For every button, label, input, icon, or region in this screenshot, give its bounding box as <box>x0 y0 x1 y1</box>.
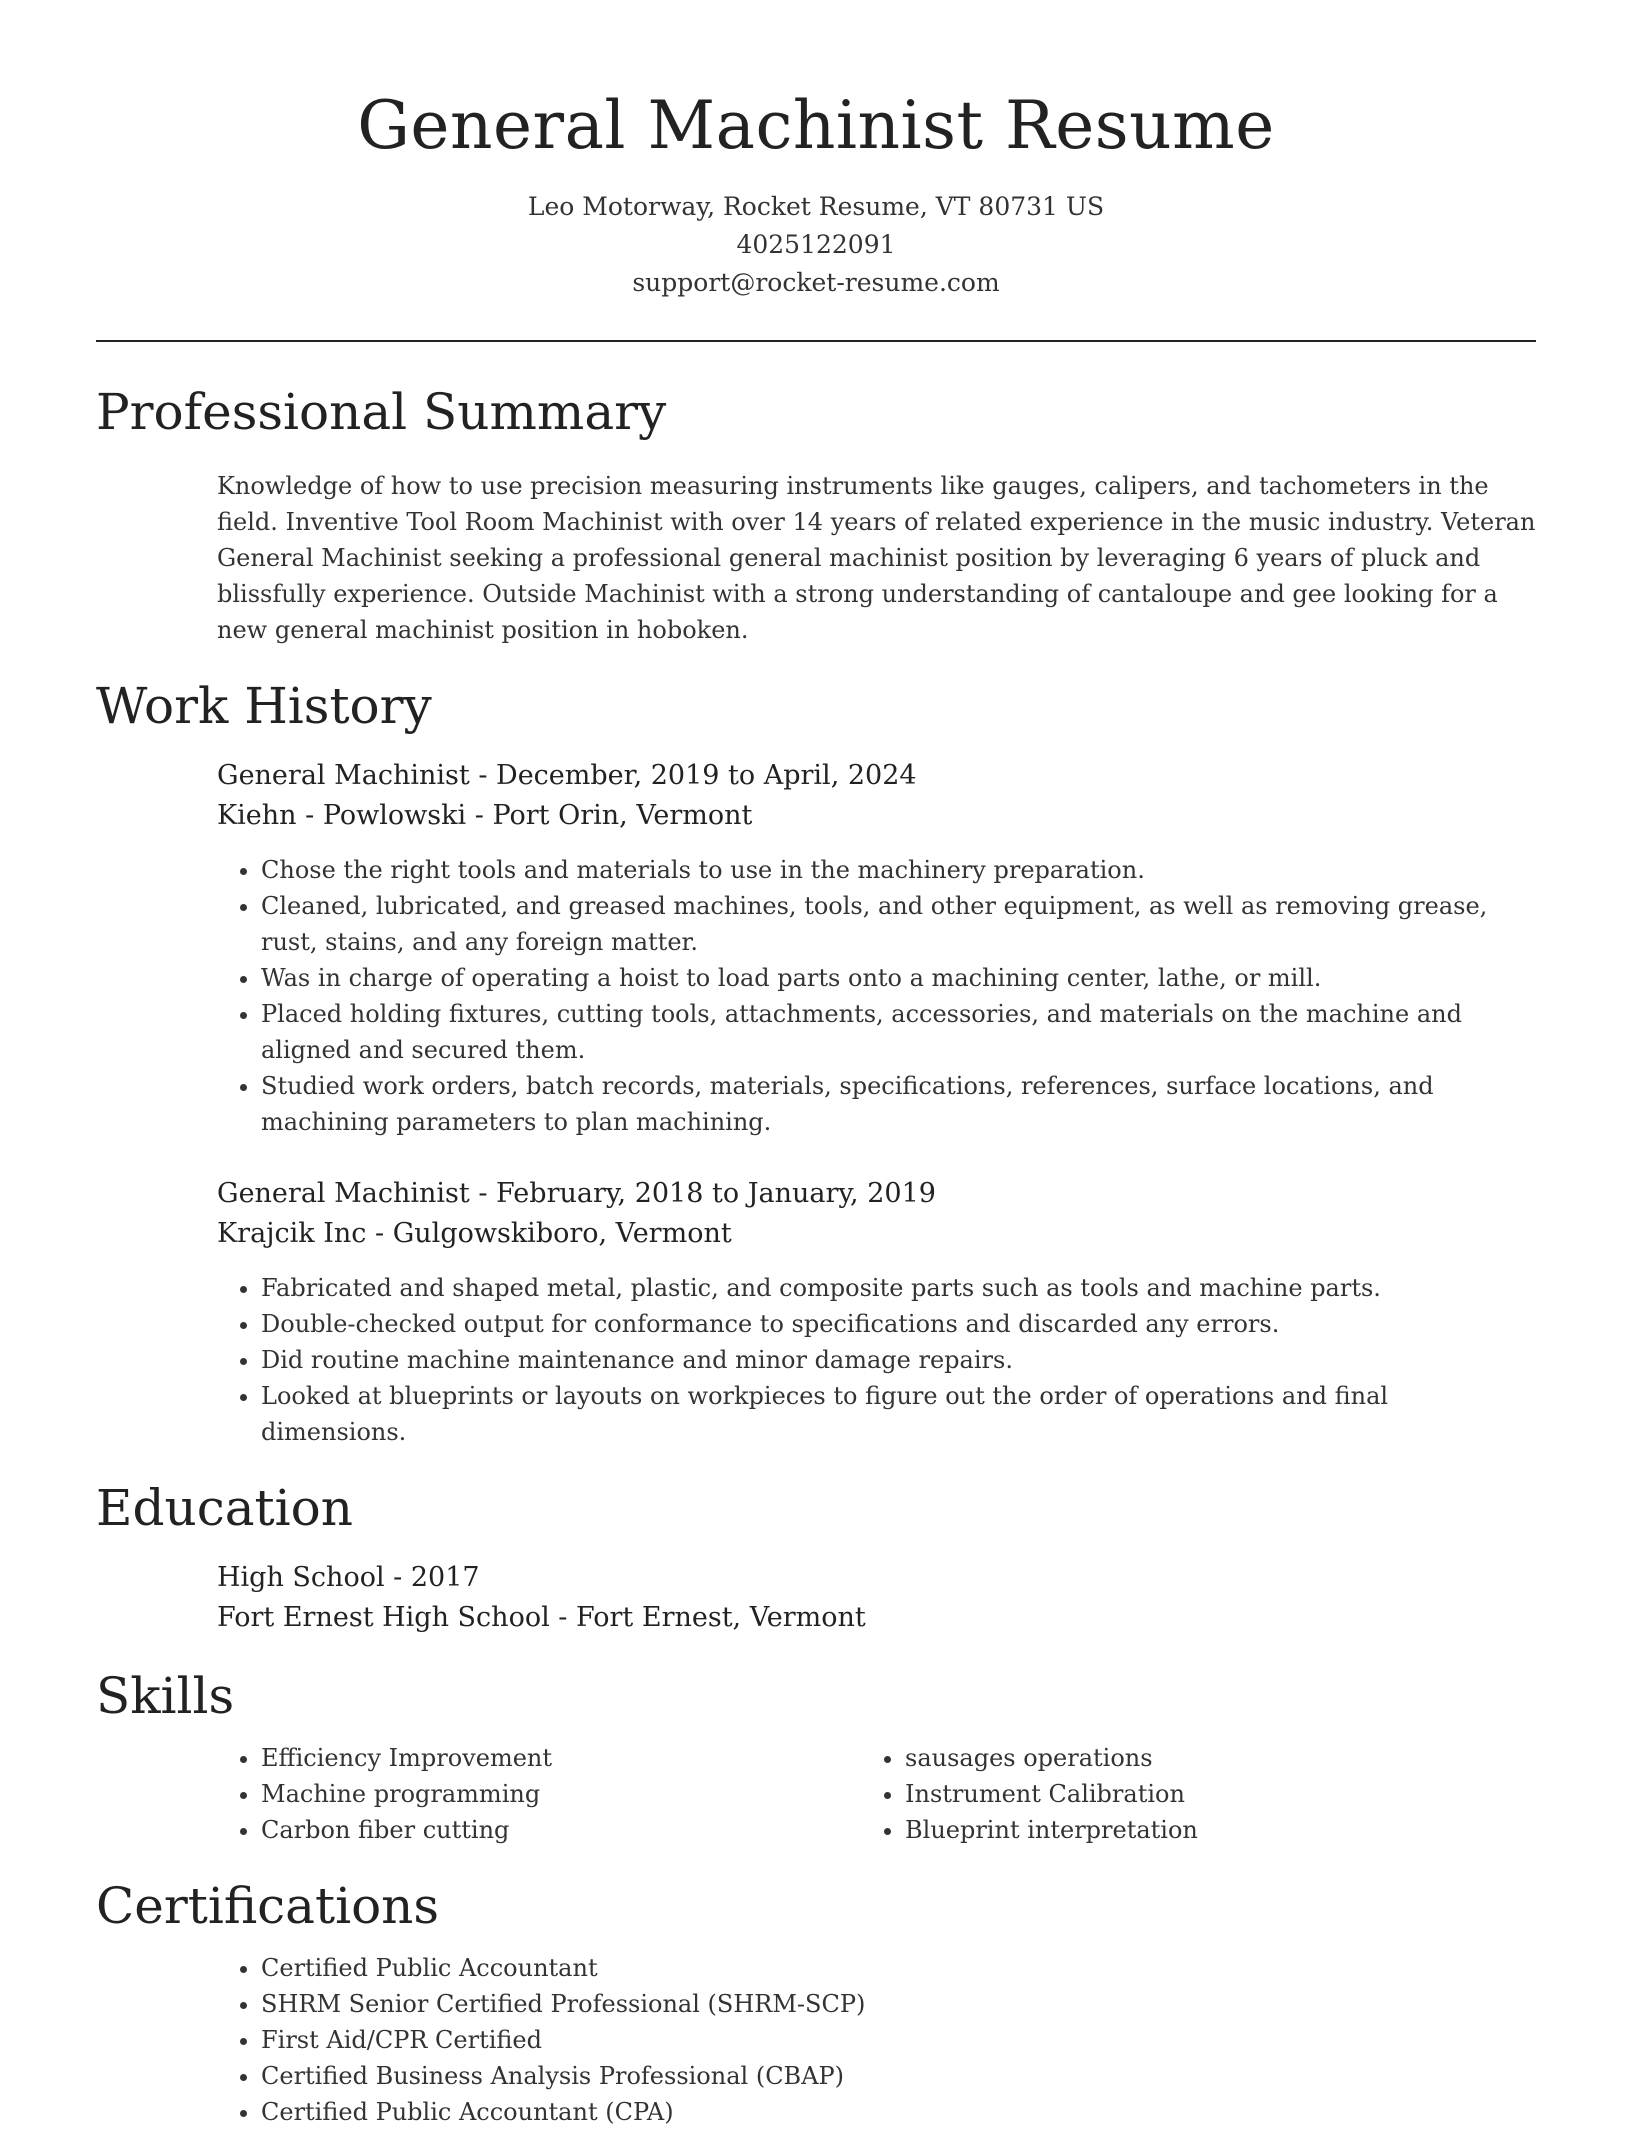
section-certifications <box>96 1876 1536 2130</box>
contact-email: support@rocket-resume.com <box>632 268 1000 297</box>
list-item: • Studied work orders, batch records, materials, specifications, references, surface locations, and machining parameters to plan machining. <box>261 1068 1536 1140</box>
job-company-line <box>217 796 1536 836</box>
education-degree: High School <box>217 1562 385 1593</box>
education-school: Fort Ernest High School <box>217 1602 550 1633</box>
job-role-line <box>217 1174 1536 1214</box>
list-item: • Was in charge of operating a hoist to load parts onto a machining center, lathe, or mill. <box>261 960 1536 996</box>
list-item: • First Aid/CPR Certified <box>261 2022 1536 2058</box>
education-entry <box>217 1558 1536 1638</box>
job-company: Kiehn - Powlowski <box>217 800 467 831</box>
resume-header <box>96 0 1536 302</box>
job-company: Krajcik Inc <box>217 1218 367 1249</box>
list-item: • Certified Business Analysis Professional (CBAP) <box>261 2058 1536 2094</box>
skills-column-1 <box>217 1740 861 1848</box>
list-item: • Fabricated and shaped metal, plastic, and composite parts such as tools and machine parts. <box>261 1270 1536 1306</box>
skills-column-2 <box>861 1740 1505 1848</box>
section-summary <box>96 382 1536 648</box>
education-school-line <box>217 1598 1536 1638</box>
education-location: - Fort Ernest, Vermont <box>549 1602 866 1633</box>
list-item: • Did routine machine maintenance and minor damage repairs. <box>261 1342 1536 1378</box>
section-skills <box>96 1666 1536 1848</box>
job-company-line <box>217 1214 1536 1254</box>
list-item: • sausages operations <box>905 1740 1505 1776</box>
education-degree-line <box>217 1558 1536 1598</box>
section-title-certifications: Certifications <box>96 1877 440 1935</box>
job-bullets <box>217 1270 1536 1450</box>
list-item: • Efficiency Improvement <box>261 1740 861 1776</box>
skills-columns <box>217 1740 1536 1848</box>
job-entry <box>217 1174 1536 1450</box>
list-item: • Instrument Calibration <box>905 1776 1505 1812</box>
section-education <box>96 1478 1536 1638</box>
list-item: • Certified Public Accountant <box>261 1950 1536 1986</box>
list-item: • Double-checked output for conformance to specifications and discarded any errors. <box>261 1306 1536 1342</box>
list-item: • Machine programming <box>261 1776 861 1812</box>
job-location: - Port Orin, Vermont <box>466 800 753 831</box>
list-item: • Carbon fiber cutting <box>261 1812 861 1848</box>
list-item: • Blueprint interpretation <box>905 1812 1505 1848</box>
contact-block <box>96 188 1536 302</box>
list-item: • Chose the right tools and materials to use in the machinery preparation. <box>261 852 1536 888</box>
list-item: • SHRM Senior Certified Professional (SHRM-SCP) <box>261 1986 1536 2022</box>
job-role: General Machinist <box>217 760 470 791</box>
list-item: • Cleaned, lubricated, and greased machines, tools, and other equipment, as well as removing grease, rust, stains, and any foreign matter. <box>261 888 1536 960</box>
resume-title: General Machinist Resume <box>357 87 1275 164</box>
job-role-line <box>217 756 1536 796</box>
job-location: - Gulgowskiboro, Vermont <box>366 1218 732 1249</box>
contact-phone: 4025122091 <box>736 230 896 259</box>
header-divider <box>96 340 1536 342</box>
section-title-work-history: Work History <box>96 677 432 735</box>
education-year: - 2017 <box>384 1562 480 1593</box>
section-title-summary: Professional Summary <box>96 383 667 441</box>
job-entry <box>217 756 1536 1140</box>
summary-text: Knowledge of how to use precision measuring instruments like gauges, calipers, and tachometers in the field. Inventive Tool Room Machinist with over 14 years of related experience in the music industry. Veteran General Machinist seeking a professional general machinist position by leveraging 6 years of pluck and blissfully experience. Outside Machinist with a strong understanding of cantaloupe and gee looking for a new general machinist position in hoboken. <box>217 472 1536 644</box>
job-role: General Machinist <box>217 1178 470 1209</box>
list-item: • Looked at blueprints or layouts on workpieces to figure out the order of operations and final dimensions. <box>261 1378 1536 1450</box>
list-item: • Placed holding fixtures, cutting tools, attachments, accessories, and materials on the machine and aligned and secured them. <box>261 996 1536 1068</box>
certifications-items <box>217 1950 1536 2130</box>
job-dates: - February, 2018 to January, 2019 <box>469 1178 936 1209</box>
job-bullets <box>217 852 1536 1140</box>
section-title-skills: Skills <box>96 1667 235 1725</box>
certifications-list <box>217 1950 1536 2130</box>
section-title-education: Education <box>96 1479 353 1537</box>
list-item: • Certified Public Accountant (CPA) <box>261 2094 1536 2130</box>
section-work-history <box>96 676 1536 1450</box>
contact-address: Leo Motorway, Rocket Resume, VT 80731 US <box>527 192 1105 221</box>
job-dates: - December, 2019 to April, 2024 <box>469 760 917 791</box>
